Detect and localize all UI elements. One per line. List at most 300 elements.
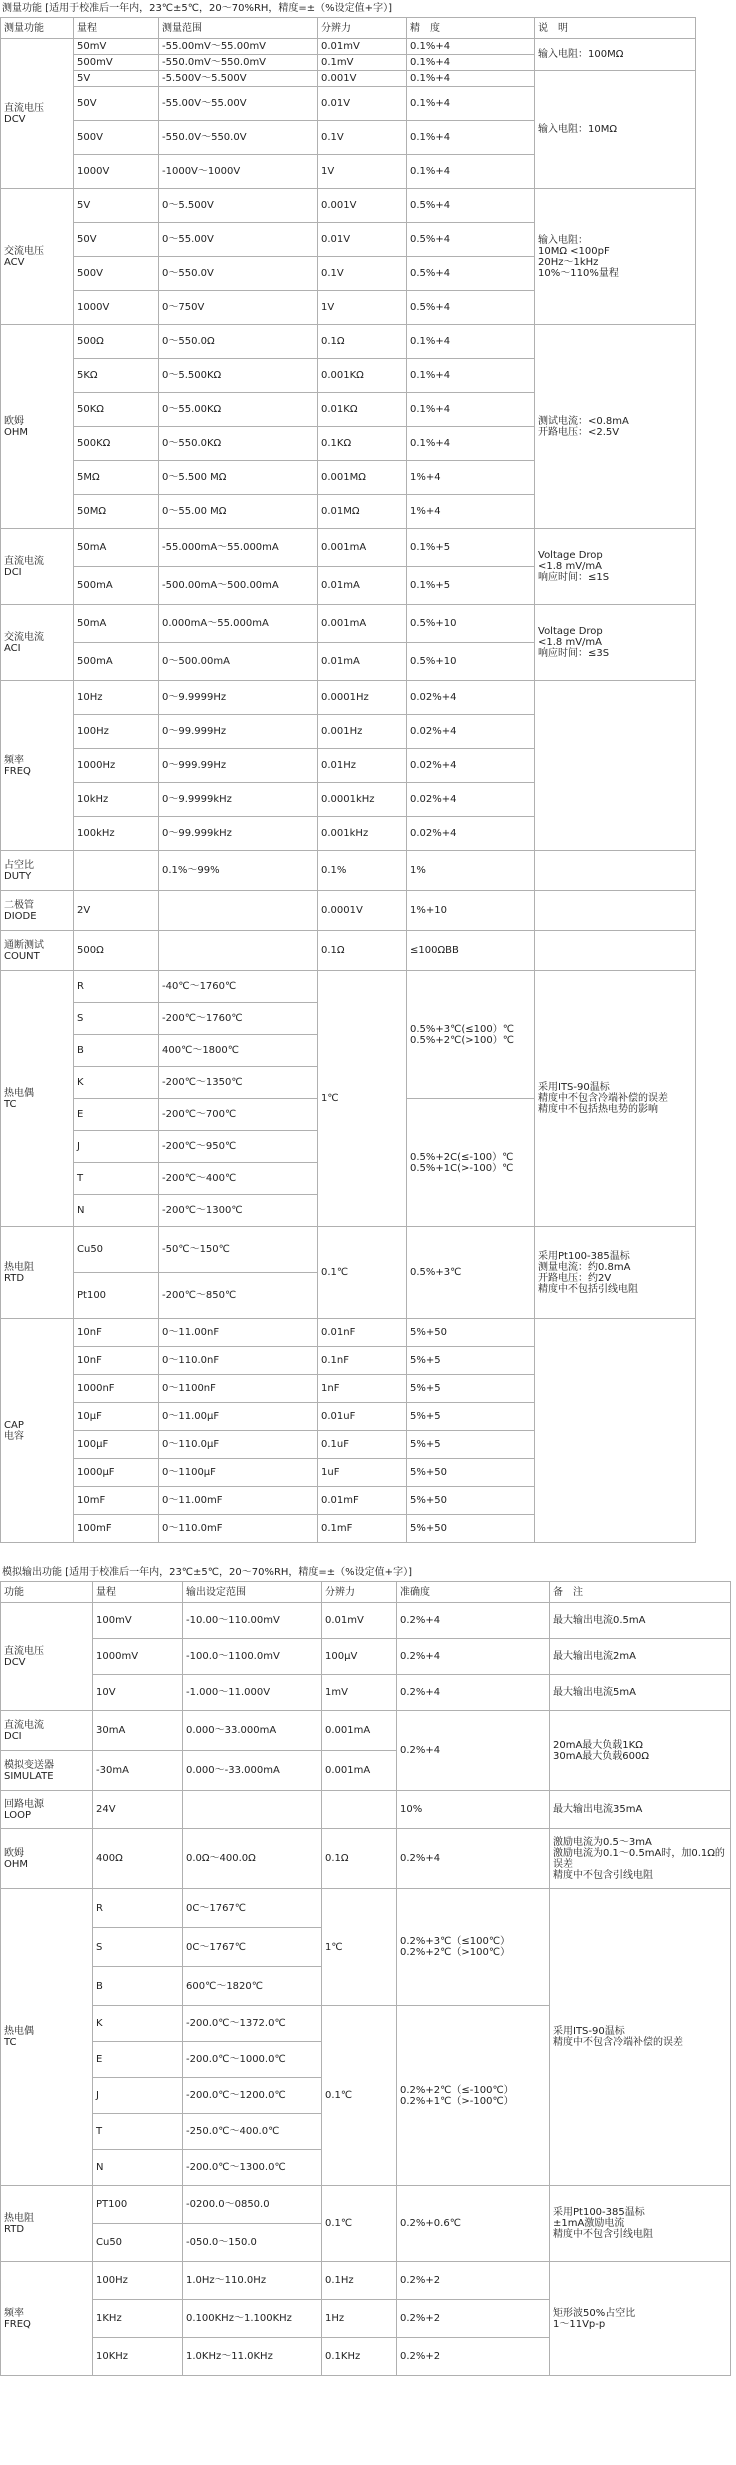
scope-cell: 1.0Hz～110.0Hz	[183, 2262, 322, 2300]
measure-table	[0, 17, 696, 1543]
range-cell: 10nF	[74, 1347, 159, 1375]
acc-cell: 10%	[397, 1791, 550, 1829]
scope-cell: 0C～1767℃	[183, 1928, 322, 1967]
table-row	[1, 1227, 696, 1273]
acc-cell: 0.5%+4	[407, 291, 535, 325]
scope-cell: -40℃～1760℃	[159, 971, 318, 1003]
note-cell: 输入电阻： 10MΩ <100pF 20Hz～1kHz 10%～110%量程	[535, 189, 696, 325]
func-cell: 频率 FREQ	[1, 2262, 93, 2376]
res-cell: 0.001mA	[318, 605, 407, 643]
scope-cell: -200.0℃～1372.0℃	[183, 2006, 322, 2042]
range-cell: 10Hz	[74, 681, 159, 715]
scope-cell: 0.000～33.000mA	[183, 1711, 322, 1751]
res-cell: 0.1V	[318, 257, 407, 291]
scope-cell: -50℃～150℃	[159, 1227, 318, 1273]
table-row	[1, 1889, 731, 1928]
range-cell: 500V	[74, 257, 159, 291]
range-cell: 1000μF	[74, 1459, 159, 1487]
res-cell: 0.1uF	[318, 1431, 407, 1459]
range-cell: 24V	[93, 1791, 183, 1829]
func-cell: 占空比 DUTY	[1, 851, 74, 891]
scope-cell: 0～5.500KΩ	[159, 359, 318, 393]
acc-cell: 5%+5	[407, 1375, 535, 1403]
table-row	[1, 1791, 731, 1829]
res-cell: 1nF	[318, 1375, 407, 1403]
acc-cell: 0.1%+4	[407, 393, 535, 427]
note-cell: 采用ITS-90温标 精度中不包含冷端补偿的误差	[550, 1889, 731, 2186]
output-caption: 模拟输出功能 [适用于校准后一年内，23℃±5℃，20～70%RH，精度=±（%设定值+字）]	[2, 1567, 412, 1578]
acc-cell: 5%+50	[407, 1319, 535, 1347]
table-row	[1, 971, 696, 1003]
measure-caption: 测量功能 [适用于校准后一年内，23℃±5℃，20～70%RH，精度=±（%设定值+字）]	[2, 3, 392, 14]
res-cell: 0.1Ω	[322, 1829, 397, 1889]
res-cell: 1℃	[322, 1889, 397, 2006]
scope-cell: 0～750V	[159, 291, 318, 325]
scope-cell: 0～110.0μF	[159, 1431, 318, 1459]
acc-cell: 0.02%+4	[407, 749, 535, 783]
res-cell: 0.1℃	[322, 2186, 397, 2262]
acc-cell: 0.1%+4	[407, 155, 535, 189]
acc-cell: 0.5%+4	[407, 189, 535, 223]
func-cell: CAP 电容	[1, 1319, 74, 1543]
acc-cell: 5%+5	[407, 1431, 535, 1459]
res-cell: 1℃	[318, 971, 407, 1227]
note-cell	[535, 891, 696, 931]
range-cell: 100kHz	[74, 817, 159, 851]
range-cell: 50mA	[74, 529, 159, 567]
scope-cell: -5.500V～5.500V	[159, 71, 318, 87]
range-cell: 5V	[74, 189, 159, 223]
func-cell: 频率 FREQ	[1, 681, 74, 851]
scope-cell: -200℃～400℃	[159, 1163, 318, 1195]
scope-cell: 0C～1767℃	[183, 1889, 322, 1928]
note-cell: 20mA最大负载1KΩ 30mA最大负载600Ω	[550, 1711, 731, 1791]
acc-cell: 0.2%+2℃（≤-100℃） 0.2%+1℃（>-100℃）	[397, 2006, 550, 2186]
res-cell: 0.001KΩ	[318, 359, 407, 393]
table-header-row	[1, 1582, 731, 1603]
acc-cell: 0.5%+3℃(≤100）℃ 0.5%+2℃(>100）℃	[407, 971, 535, 1099]
header-range: 量程	[93, 1582, 183, 1603]
range-cell: 500mA	[74, 643, 159, 681]
func-cell: 欧姆 OHM	[1, 1829, 93, 1889]
scope-cell: -200.0℃～1000.0℃	[183, 2042, 322, 2078]
table-row	[1, 605, 696, 643]
range-cell: 10mF	[74, 1487, 159, 1515]
range-cell: 1KHz	[93, 2300, 183, 2338]
acc-cell: ≤100ΩBB	[407, 931, 535, 971]
note-cell: 最大输出电流35mA	[550, 1791, 731, 1829]
scope-cell: -550.0V～550.0V	[159, 121, 318, 155]
range-cell: 1000mV	[93, 1639, 183, 1675]
func-cell: 二极管 DIODE	[1, 891, 74, 931]
func-cell: 交流电压 ACV	[1, 189, 74, 325]
res-cell: 1Hz	[322, 2300, 397, 2338]
res-cell: 0.1nF	[318, 1347, 407, 1375]
scope-cell: 0～550.0KΩ	[159, 427, 318, 461]
range-cell: T	[74, 1163, 159, 1195]
res-cell: 0.01KΩ	[318, 393, 407, 427]
acc-cell: 0.2%+2	[397, 2338, 550, 2376]
acc-cell: 0.5%+2C(≤-100）℃ 0.5%+1C(>-100）℃	[407, 1099, 535, 1227]
scope-cell: -1000V～1000V	[159, 155, 318, 189]
scope-cell: -10.00～110.00mV	[183, 1603, 322, 1639]
range-cell: PT100	[93, 2186, 183, 2224]
res-cell: 0.001mA	[322, 1751, 397, 1791]
note-cell: 最大输出电流5mA	[550, 1675, 731, 1711]
acc-cell: 0.2%+4	[397, 1829, 550, 1889]
scope-cell: 0.0Ω～400.0Ω	[183, 1829, 322, 1889]
range-cell: E	[74, 1099, 159, 1131]
range-cell: 2V	[74, 891, 159, 931]
range-cell: 50V	[74, 87, 159, 121]
scope-cell: -55.00V～55.00V	[159, 87, 318, 121]
range-cell: Cu50	[93, 2224, 183, 2262]
acc-cell: 0.1%+4	[407, 39, 535, 55]
range-cell: J	[93, 2078, 183, 2114]
range-cell: 400Ω	[93, 1829, 183, 1889]
header-func: 功能	[1, 1582, 93, 1603]
res-cell: 0.01V	[318, 87, 407, 121]
note-cell: 采用Pt100-385温标 ±1mA激励电流 精度中不包含引线电阻	[550, 2186, 731, 2262]
note-cell: 采用ITS-90温标 精度中不包含冷端补偿的误差 精度中不包括热电势的影响	[535, 971, 696, 1227]
acc-cell: 5%+50	[407, 1459, 535, 1487]
range-cell: J	[74, 1131, 159, 1163]
table-row	[1, 1639, 731, 1675]
res-cell: 0.01uF	[318, 1403, 407, 1431]
scope-cell: -200℃～1300℃	[159, 1195, 318, 1227]
func-cell: 热电阻 RTD	[1, 2186, 93, 2262]
scope-cell: 0～5.500V	[159, 189, 318, 223]
range-cell: K	[74, 1067, 159, 1099]
res-cell: 0.01MΩ	[318, 495, 407, 529]
range-cell: N	[74, 1195, 159, 1227]
range-cell: 50mV	[74, 39, 159, 55]
range-cell: 10μF	[74, 1403, 159, 1431]
res-cell: 0.1Ω	[318, 325, 407, 359]
header-range: 量程	[74, 18, 159, 39]
res-cell: 0.01nF	[318, 1319, 407, 1347]
scope-cell: 0～11.00nF	[159, 1319, 318, 1347]
range-cell: 500V	[74, 121, 159, 155]
scope-cell: 0.000mA～55.000mA	[159, 605, 318, 643]
table-row	[1, 2186, 731, 2224]
acc-cell: 0.2%+2	[397, 2300, 550, 2338]
scope-cell: 0～500.00mA	[159, 643, 318, 681]
scope-cell: -250.0℃～400.0℃	[183, 2114, 322, 2150]
scope-cell: 0～550.0V	[159, 257, 318, 291]
acc-cell: 0.1%+5	[407, 567, 535, 605]
func-cell: 回路电源 LOOP	[1, 1791, 93, 1829]
scope-cell: -050.0～150.0	[183, 2224, 322, 2262]
range-cell: 5MΩ	[74, 461, 159, 495]
scope-cell: -55.00mV～55.00mV	[159, 39, 318, 55]
range-cell: B	[93, 1967, 183, 2006]
acc-cell: 0.1%+4	[407, 121, 535, 155]
func-cell: 模拟变送器 SIMULATE	[1, 1751, 93, 1791]
res-cell: 0.001mA	[318, 529, 407, 567]
scope-cell: -550.0mV～550.0mV	[159, 55, 318, 71]
acc-cell: 5%+5	[407, 1347, 535, 1375]
table-row	[1, 931, 696, 971]
range-cell: 1000Hz	[74, 749, 159, 783]
res-cell: 0.1KΩ	[318, 427, 407, 461]
res-cell: 1V	[318, 155, 407, 189]
header-res: 分辨力	[318, 18, 407, 39]
note-cell	[535, 681, 696, 851]
acc-cell: 0.2%+4	[397, 1603, 550, 1639]
range-cell: 500mA	[74, 567, 159, 605]
scope-cell: 1.0KHz～11.0KHz	[183, 2338, 322, 2376]
acc-cell: 0.02%+4	[407, 681, 535, 715]
scope-cell: 0～99.999Hz	[159, 715, 318, 749]
scope-cell: -500.00mA～500.00mA	[159, 567, 318, 605]
res-cell: 0.001Hz	[318, 715, 407, 749]
note-cell	[535, 1319, 696, 1543]
range-cell: 30mA	[93, 1711, 183, 1751]
acc-cell: 0.2%+4	[397, 1639, 550, 1675]
range-cell: 500Ω	[74, 325, 159, 359]
func-cell: 欧姆 OHM	[1, 325, 74, 529]
res-cell: 0.1Ω	[318, 931, 407, 971]
res-cell: 0.1mF	[318, 1515, 407, 1543]
range-cell: Pt100	[74, 1273, 159, 1319]
acc-cell: 0.5%+3℃	[407, 1227, 535, 1319]
range-cell: 100mV	[93, 1603, 183, 1639]
range-cell: 50mA	[74, 605, 159, 643]
func-cell: 直流电压 DCV	[1, 1603, 93, 1711]
range-cell: 5V	[74, 71, 159, 87]
header-scope: 测量范围	[159, 18, 318, 39]
acc-cell: 0.1%+4	[407, 87, 535, 121]
table-row	[1, 39, 696, 55]
range-cell: R	[74, 971, 159, 1003]
range-cell: 500Ω	[74, 931, 159, 971]
scope-cell: -0200.0～0850.0	[183, 2186, 322, 2224]
note-cell: 输入电阻：10MΩ	[535, 71, 696, 189]
output-table	[0, 1581, 731, 2376]
note-cell: 最大输出电流0.5mA	[550, 1603, 731, 1639]
acc-cell: 0.1%+4	[407, 55, 535, 71]
acc-cell: 0.02%+4	[407, 817, 535, 851]
res-cell: 0.01mA	[318, 643, 407, 681]
range-cell: N	[93, 2150, 183, 2186]
range-cell: K	[93, 2006, 183, 2042]
res-cell: 0.1%	[318, 851, 407, 891]
scope-cell: 0～55.00V	[159, 223, 318, 257]
note-cell: 最大输出电流2mA	[550, 1639, 731, 1675]
res-cell: 0.01mA	[318, 567, 407, 605]
range-cell: S	[93, 1928, 183, 1967]
range-cell: 100μF	[74, 1431, 159, 1459]
res-cell: 0.01Hz	[318, 749, 407, 783]
table-row	[1, 1603, 731, 1639]
header-note: 备 注	[550, 1582, 731, 1603]
table-row	[1, 1319, 696, 1347]
func-cell: 交流电流 ACI	[1, 605, 74, 681]
acc-cell: 1%+4	[407, 461, 535, 495]
func-cell: 通断测试 COUNT	[1, 931, 74, 971]
acc-cell: 5%+50	[407, 1487, 535, 1515]
note-cell: Voltage Drop <1.8 mV/mA 响应时间：≤1S	[535, 529, 696, 605]
acc-cell: 5%+5	[407, 1403, 535, 1431]
scope-cell: 0～9.9999Hz	[159, 681, 318, 715]
res-cell: 1mV	[322, 1675, 397, 1711]
scope-cell: -200℃～850℃	[159, 1273, 318, 1319]
range-cell: Cu50	[74, 1227, 159, 1273]
scope-cell: 0～1100nF	[159, 1375, 318, 1403]
res-cell: 0.0001Hz	[318, 681, 407, 715]
res-cell: 100μV	[322, 1639, 397, 1675]
acc-cell: 0.5%+4	[407, 223, 535, 257]
func-cell: 直流电流 DCI	[1, 1711, 93, 1751]
scope-cell: 0.1%～99%	[159, 851, 318, 891]
table-row	[1, 851, 696, 891]
acc-cell: 0.2%+3℃（≤100℃） 0.2%+2℃（>100℃）	[397, 1889, 550, 2006]
acc-cell: 0.5%+4	[407, 257, 535, 291]
range-cell: 10KHz	[93, 2338, 183, 2376]
table-row	[1, 189, 696, 223]
range-cell: 500KΩ	[74, 427, 159, 461]
scope-cell: 0～110.0mF	[159, 1515, 318, 1543]
res-cell: 0.1℃	[322, 2006, 397, 2186]
note-cell: 采用Pt100-385温标 测量电流：约0.8mA 开路电压：约2V 精度中不包括引线电阻	[535, 1227, 696, 1319]
range-cell: 50KΩ	[74, 393, 159, 427]
res-cell: 0.1℃	[318, 1227, 407, 1319]
table-header-row	[1, 18, 696, 39]
scope-cell	[159, 931, 318, 971]
acc-cell: 0.1%+5	[407, 529, 535, 567]
table-row	[1, 2262, 731, 2300]
res-cell: 0.001V	[318, 71, 407, 87]
scope-cell: -200℃～700℃	[159, 1099, 318, 1131]
range-cell: 10kHz	[74, 783, 159, 817]
scope-cell: -100.0～1100.0mV	[183, 1639, 322, 1675]
scope-cell: 0.100KHz～1.100KHz	[183, 2300, 322, 2338]
note-cell: 矩形波50%占空比 1～11Vp-p	[550, 2262, 731, 2376]
scope-cell: 0～999.99Hz	[159, 749, 318, 783]
acc-cell: 0.1%+4	[407, 325, 535, 359]
header-func: 测量功能	[1, 18, 74, 39]
range-cell: 100Hz	[93, 2262, 183, 2300]
scope-cell: 0～550.0Ω	[159, 325, 318, 359]
scope-cell: 400℃～1800℃	[159, 1035, 318, 1067]
scope-cell: 600℃～1820℃	[183, 1967, 322, 2006]
scope-cell: -200℃～950℃	[159, 1131, 318, 1163]
header-res: 分辨力	[322, 1582, 397, 1603]
range-cell: -30mA	[93, 1751, 183, 1791]
acc-cell: 0.5%+10	[407, 605, 535, 643]
acc-cell: 0.2%+2	[397, 2262, 550, 2300]
res-cell: 0.001kHz	[318, 817, 407, 851]
scope-cell: 0～55.00 MΩ	[159, 495, 318, 529]
scope-cell: 0.000～-33.000mA	[183, 1751, 322, 1791]
func-cell: 热电偶 TC	[1, 1889, 93, 2186]
acc-cell: 1%+4	[407, 495, 535, 529]
table-row	[1, 891, 696, 931]
func-cell: 直流电流 DCI	[1, 529, 74, 605]
res-cell: 0.001MΩ	[318, 461, 407, 495]
range-cell: T	[93, 2114, 183, 2150]
res-cell: 0.1V	[318, 121, 407, 155]
range-cell: 50MΩ	[74, 495, 159, 529]
scope-cell	[159, 891, 318, 931]
acc-cell: 0.5%+10	[407, 643, 535, 681]
scope-cell: -200℃～1350℃	[159, 1067, 318, 1099]
acc-cell: 0.1%+4	[407, 359, 535, 393]
res-cell: 0.01mV	[318, 39, 407, 55]
res-cell: 0.0001V	[318, 891, 407, 931]
header-note: 说 明	[535, 18, 696, 39]
table-row	[1, 71, 696, 87]
range-cell: 10nF	[74, 1319, 159, 1347]
scope-cell: 0～9.9999kHz	[159, 783, 318, 817]
res-cell: 1V	[318, 291, 407, 325]
res-cell: 0.0001kHz	[318, 783, 407, 817]
func-cell: 热电阻 RTD	[1, 1227, 74, 1319]
func-cell: 直流电压 DCV	[1, 39, 74, 189]
res-cell: 0.001V	[318, 189, 407, 223]
acc-cell: 0.2%+4	[397, 1675, 550, 1711]
res-cell: 0.1KHz	[322, 2338, 397, 2376]
acc-cell: 5%+50	[407, 1515, 535, 1543]
acc-cell: 1%+10	[407, 891, 535, 931]
scope-cell: 0～55.00KΩ	[159, 393, 318, 427]
scope-cell	[183, 1791, 322, 1829]
scope-cell: 0～99.999kHz	[159, 817, 318, 851]
res-cell: 0.1Hz	[322, 2262, 397, 2300]
range-cell: 1000V	[74, 155, 159, 189]
scope-cell: -200.0℃～1200.0℃	[183, 2078, 322, 2114]
acc-cell: 0.1%+4	[407, 427, 535, 461]
note-cell: Voltage Drop <1.8 mV/mA 响应时间：≤3S	[535, 605, 696, 681]
range-cell	[74, 851, 159, 891]
note-cell: 激励电流为0.5～3mA 激励电流为0.1～0.5mA时，加0.1Ω的误差 精度中不包含引线电阻	[550, 1829, 731, 1889]
res-cell: 0.01mF	[318, 1487, 407, 1515]
range-cell: S	[74, 1003, 159, 1035]
func-cell: 热电偶 TC	[1, 971, 74, 1227]
table-row	[1, 1675, 731, 1711]
table-row	[1, 1711, 731, 1751]
scope-cell: 0～110.0nF	[159, 1347, 318, 1375]
scope-cell: 0～11.00μF	[159, 1403, 318, 1431]
range-cell: 50V	[74, 223, 159, 257]
range-cell: 100Hz	[74, 715, 159, 749]
note-cell	[535, 931, 696, 971]
acc-cell: 0.02%+4	[407, 715, 535, 749]
acc-cell: 0.02%+4	[407, 783, 535, 817]
scope-cell: -200.0℃～1300.0℃	[183, 2150, 322, 2186]
scope-cell: -200℃～1760℃	[159, 1003, 318, 1035]
table-row	[1, 681, 696, 715]
range-cell: 1000V	[74, 291, 159, 325]
range-cell: E	[93, 2042, 183, 2078]
scope-cell: -55.000mA～55.000mA	[159, 529, 318, 567]
range-cell: 100mF	[74, 1515, 159, 1543]
res-cell: 0.01V	[318, 223, 407, 257]
range-cell: 10V	[93, 1675, 183, 1711]
scope-cell: 0～11.00mF	[159, 1487, 318, 1515]
table-row	[1, 1829, 731, 1889]
res-cell: 0.001mA	[322, 1711, 397, 1751]
header-acc: 准确度	[397, 1582, 550, 1603]
note-cell	[535, 851, 696, 891]
range-cell: B	[74, 1035, 159, 1067]
res-cell: 0.01mV	[322, 1603, 397, 1639]
note-cell: 输入电阻：100MΩ	[535, 39, 696, 71]
table-row	[1, 325, 696, 359]
range-cell: 5KΩ	[74, 359, 159, 393]
header-scope: 输出设定范围	[183, 1582, 322, 1603]
